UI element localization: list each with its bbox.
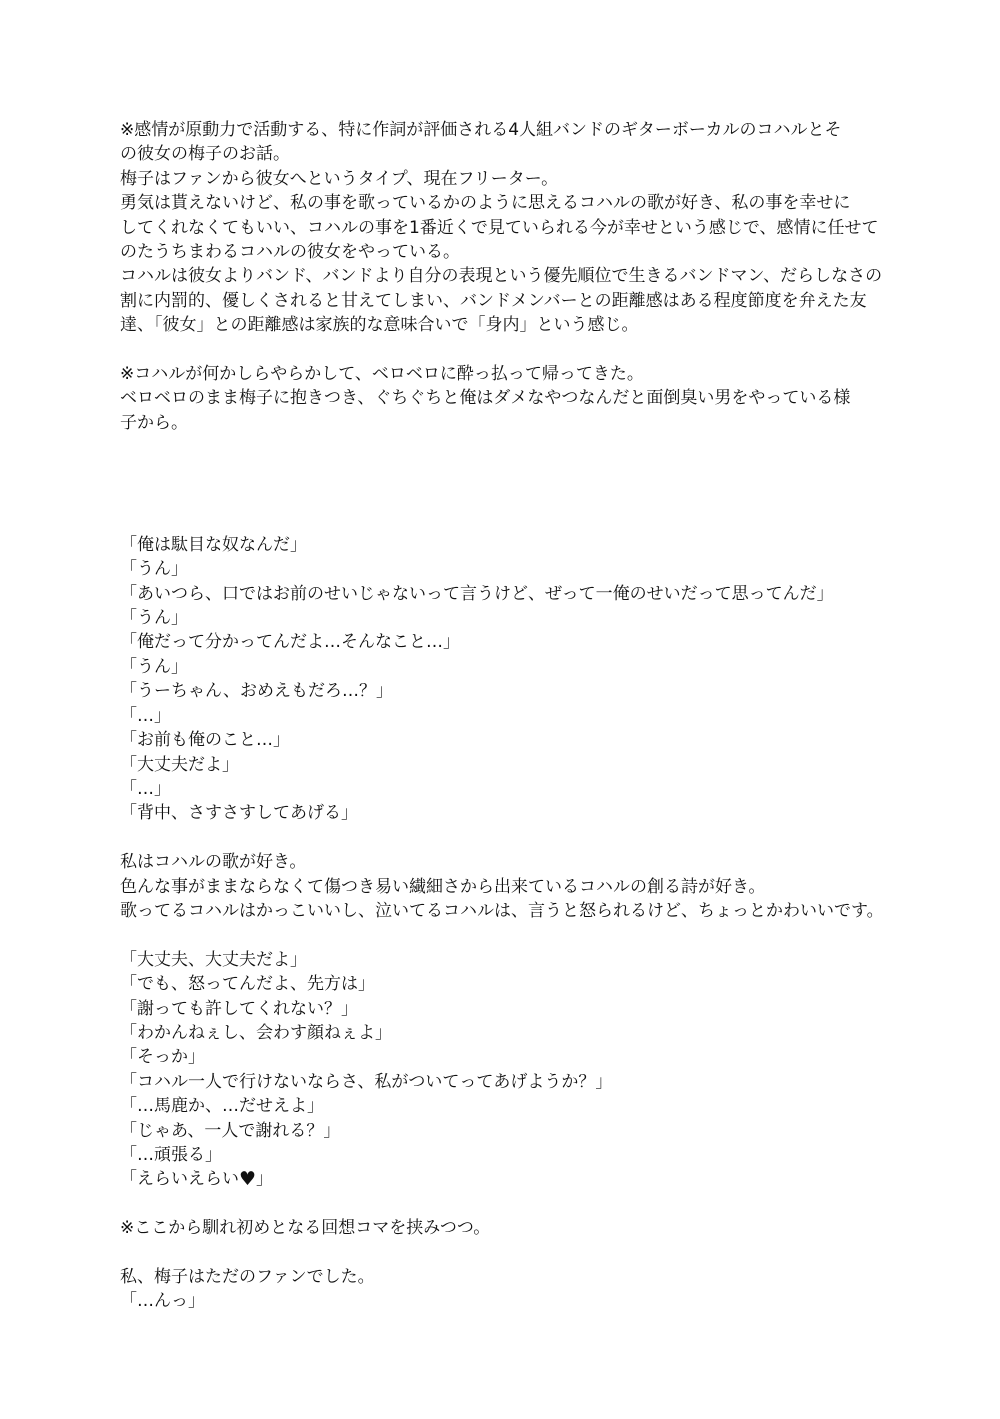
text-line: ※コハルが何かしらやらかして、ベロベロに酔っ払って帰ってきた。	[120, 364, 644, 385]
dialogue-line: 「…」	[120, 705, 171, 726]
text-line: ※感情が原動力で活動する、特に作詞が評価される4人組バンドのギターボーカルのコハルとそ	[120, 120, 842, 140]
dialogue-line: 「コハル一人で行けないならさ、私がついてってあげようか？」	[120, 1071, 613, 1092]
dialogue-line: 「背中、さすさすしてあげる」	[120, 803, 358, 824]
monologue-paragraph	[120, 850, 890, 923]
text-line: 勇気は貰えないけど、私の事を歌っているかのように思えるコハルの歌が好き、私の事を幸せに	[120, 193, 851, 214]
heart-icon: ♥	[239, 1168, 257, 1191]
text-line: してくれなくてもいい、コハルの事を1番近くで見ていられる今が幸せという感じで、感情に任せて	[120, 217, 879, 238]
dialogue-text: 「えらいえらい	[120, 1169, 239, 1190]
dialogue-text: 」	[256, 1169, 274, 1190]
dialogue-line: 「…んっ」	[120, 1291, 205, 1312]
dialogue-line: 「…馬鹿か、…だせえよ」	[120, 1096, 324, 1117]
scene-note-paragraph	[120, 362, 890, 435]
dialogue-line: 「うん」	[120, 608, 188, 629]
paragraph-gap	[120, 338, 890, 362]
dialogue-line: 「うん」	[120, 656, 188, 677]
dialogue-line: 「大丈夫、大丈夫だよ」	[120, 949, 307, 970]
text-line: 梅子はファンから彼女へというタイプ、現在フリーター。	[120, 168, 559, 189]
dialogue-line: 「でも、怒ってんだよ、先方は」	[120, 974, 375, 995]
text-line: のたうちまわるコハルの彼女をやっている。	[120, 242, 460, 263]
dialogue-line: 「うーちゃん、おめえもだろ…？」	[120, 681, 394, 702]
dialogue-block-1	[120, 533, 890, 826]
text-line: コハルは彼女よりバンド、バンドより自分の表現という優先順位で生きるバンドマン、だらしなさの	[120, 266, 883, 287]
intro-paragraph	[120, 118, 890, 338]
paragraph-gap	[120, 826, 890, 850]
dialogue-line: 「わかんねぇし、会わす顔ねぇよ」	[120, 1022, 392, 1043]
text-line: ※ここから馴れ初めとなる回想コマを挟みつつ。	[120, 1218, 491, 1239]
text-line: 子から。	[120, 412, 188, 433]
text-line: 私はコハルの歌が好き。	[120, 852, 307, 873]
dialogue-line: 「じゃあ、一人で謝れる？」	[120, 1120, 341, 1141]
text-line: ベロベロのまま梅子に抱きつき、ぐちぐちと俺はダメなやつなんだと面倒臭い男をやっている様	[120, 388, 851, 409]
dialogue-line: 「…頑張る」	[120, 1144, 222, 1165]
section-gap	[120, 435, 890, 533]
text-line: 達、「彼女」との距離感は家族的な意味合いで「身内」という感じ。	[120, 315, 639, 336]
text-line: の彼女の梅子のお話。	[120, 144, 290, 165]
dialogue-line: 「お前も俺のこと…」	[120, 730, 290, 751]
dialogue-line: 「あいつら、口ではお前のせいじゃないって言うけど、ぜって一俺のせいだって思ってんだ」	[120, 583, 834, 604]
dialogue-line: 「大丈夫だよ」	[120, 754, 239, 775]
paragraph-gap	[120, 923, 890, 947]
dialogue-line: 「俺は駄目な奴なんだ」	[120, 534, 307, 555]
text-line: 割に内罰的、優しくされると甘えてしまい、バンドメンバーとの距離感はある程度節度を弁えた友	[120, 290, 867, 311]
paragraph-gap	[120, 1192, 890, 1216]
dialogue-line: 「謝っても許してくれない？」	[120, 998, 358, 1019]
text-line: 歌ってるコハルはかっこいいし、泣いてるコハルは、言うと怒られるけど、ちょっとかわいいです。	[120, 900, 884, 921]
text-line: 私、梅子はただのファンでした。	[120, 1266, 375, 1287]
dialogue-line: 「うん」	[120, 559, 188, 580]
body-text	[120, 118, 890, 1314]
flashback-note-paragraph	[120, 1216, 890, 1240]
dialogue-line	[120, 1167, 890, 1191]
dialogue-line: 「…」	[120, 778, 171, 799]
closing-paragraph	[120, 1265, 890, 1314]
dialogue-line: 「俺だって分かってんだよ…そんなこと…」	[120, 632, 460, 653]
dialogue-block-2	[120, 948, 890, 1192]
paragraph-gap	[120, 1241, 890, 1265]
dialogue-line: 「そっか」	[120, 1047, 205, 1068]
text-line: 色んな事がままならなくて傷つき易い繊細さから出来ているコハルの創る詩が好き。	[120, 876, 766, 897]
